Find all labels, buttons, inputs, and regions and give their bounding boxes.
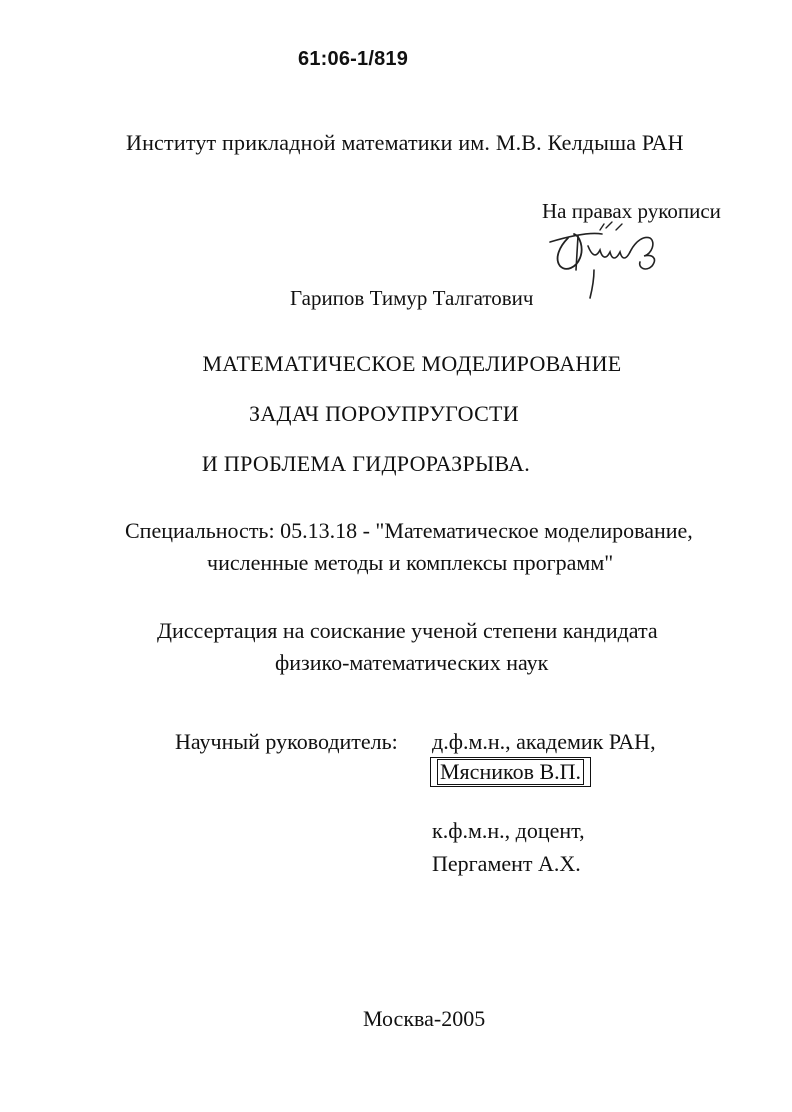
supervisor-1-name-frame (430, 757, 591, 787)
supervisor-1-degree: д.ф.м.н., академик РАН, (432, 729, 656, 754)
city-year: Москва-2005 (363, 1006, 486, 1031)
handwritten-signature (540, 210, 670, 310)
catalog-number: 61:06-1/819 (298, 48, 409, 70)
thesis-title-line-2: ЗАДАЧ ПОРОУПРУГОСТИ (249, 401, 519, 426)
supervisor-2-degree: к.ф.м.н., доцент, (432, 818, 585, 843)
specialty-line-1: Специальность: 05.13.18 - "Математическое моделирование, (125, 518, 693, 543)
supervisor-2-name: Пергамент А.Х. (432, 851, 581, 876)
dissertation-line-2: физико-математических наук (275, 650, 549, 675)
specialty-line-2: численные методы и комплексы программ" (207, 550, 614, 575)
institute-name: Институт прикладной математики им. М.В. Келдыша РАН (126, 130, 684, 155)
thesis-title-line-3: И ПРОБЛЕМА ГИДРОРАЗРЫВА. (201, 451, 531, 476)
dissertation-line-1: Диссертация на соискание ученой степени кандидата (157, 618, 658, 643)
supervisor-label: Научный руководитель: (175, 729, 398, 754)
rights-note: На правах рукописи (542, 199, 721, 223)
thesis-title-line-1: МАТЕМАТИЧЕСКОЕ МОДЕЛИРОВАНИЕ (202, 351, 622, 376)
author-name: Гарипов Тимур Талгатович (290, 286, 534, 310)
supervisor-1-name: Мясников В.П. (437, 759, 584, 785)
